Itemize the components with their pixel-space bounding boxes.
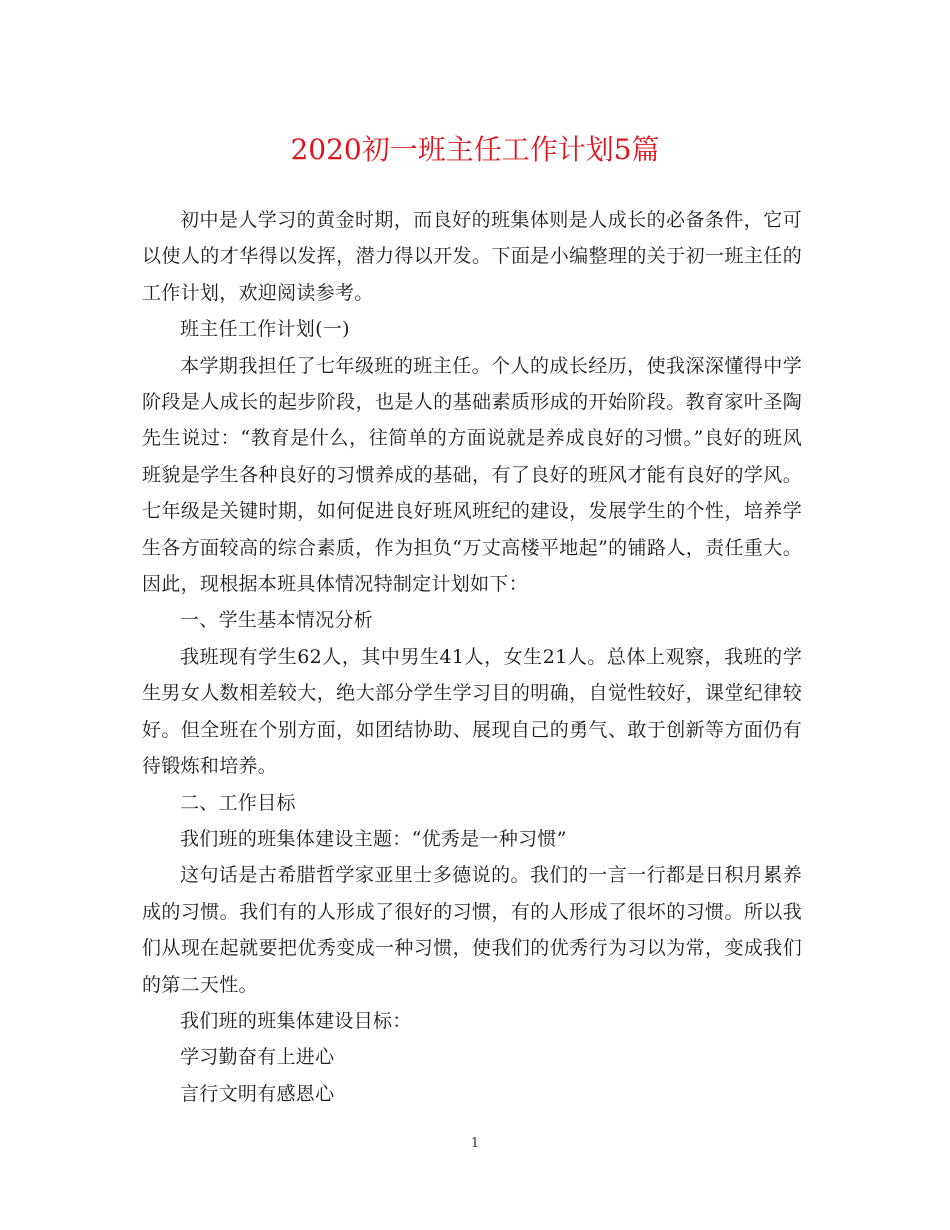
document-title: 2020初一班主任工作计划5篇 bbox=[290, 133, 660, 166]
section-heading-plan-1: 班主任工作计划(一) bbox=[180, 318, 350, 341]
paragraph-student-analysis: 我班现有学生62人，其中男生41人，女生21人。总体上观察，我班的学生男女人数相差较大，绝大部分学生学习目的明确，自觉性较好，课堂纪律较好。但全班在个别方面，如团结协助、展现自己的勇气、敢于创新等方面仍有待锻炼和培养。 bbox=[142, 645, 802, 778]
paragraph-theme-explanation: 这句话是古希腊哲学家亚里士多德说的。我们的一言一行都是日积月累养成的习惯。我们有的人形成了很好的习惯，有的人形成了很坏的习惯。所以我们从现在起就要把优秀变成一种习惯，使我们的优秀行为习以为常，变成我们的第二天性。 bbox=[142, 864, 802, 996]
document-body bbox=[142, 202, 802, 1112]
list-item-goal-2: 言行文明有感恩心 bbox=[180, 1082, 335, 1105]
page-number: 1 bbox=[470, 1136, 480, 1151]
section-heading-student-analysis: 一、学生基本情况分析 bbox=[180, 609, 374, 632]
paragraph-class-goals-heading: 我们班的班集体建设目标： bbox=[180, 1009, 412, 1032]
paragraph-class-theme: 我们班的班集体建设主题：“优秀是一种习惯” bbox=[180, 827, 567, 850]
paragraph-intro: 初中是人学习的黄金时期，而良好的班集体则是人成长的必备条件，它可以使人的才华得以发挥，潜力得以开发。下面是小编整理的关于初一班主任的工作计划，欢迎阅读参考。 bbox=[142, 209, 802, 304]
section-heading-work-goals: 二、工作目标 bbox=[180, 791, 296, 814]
paragraph-plan-1-intro: 本学期我担任了七年级班的班主任。个人的成长经历，使我深深懂得中学阶段是人成长的起步阶段，也是人的基础素质形成的开始阶段。教育家叶圣陶先生说过：“教育是什么，往简单的方面说就是养成良好的习惯。”良好的班风班貌是学生各种良好的习惯养成的基础，有了良好的班风才能有良好的学风。七年级是关键时期，如何促进良好班风班纪的建设，发展学生的个性，培养学生各方面较高的综合素质，作为担负“万丈高楼平地起”的铺路人，责任重大。因此，现根据本班具体情况特制定计划如下： bbox=[142, 354, 802, 596]
list-item-goal-1: 学习勤奋有上进心 bbox=[180, 1046, 335, 1069]
